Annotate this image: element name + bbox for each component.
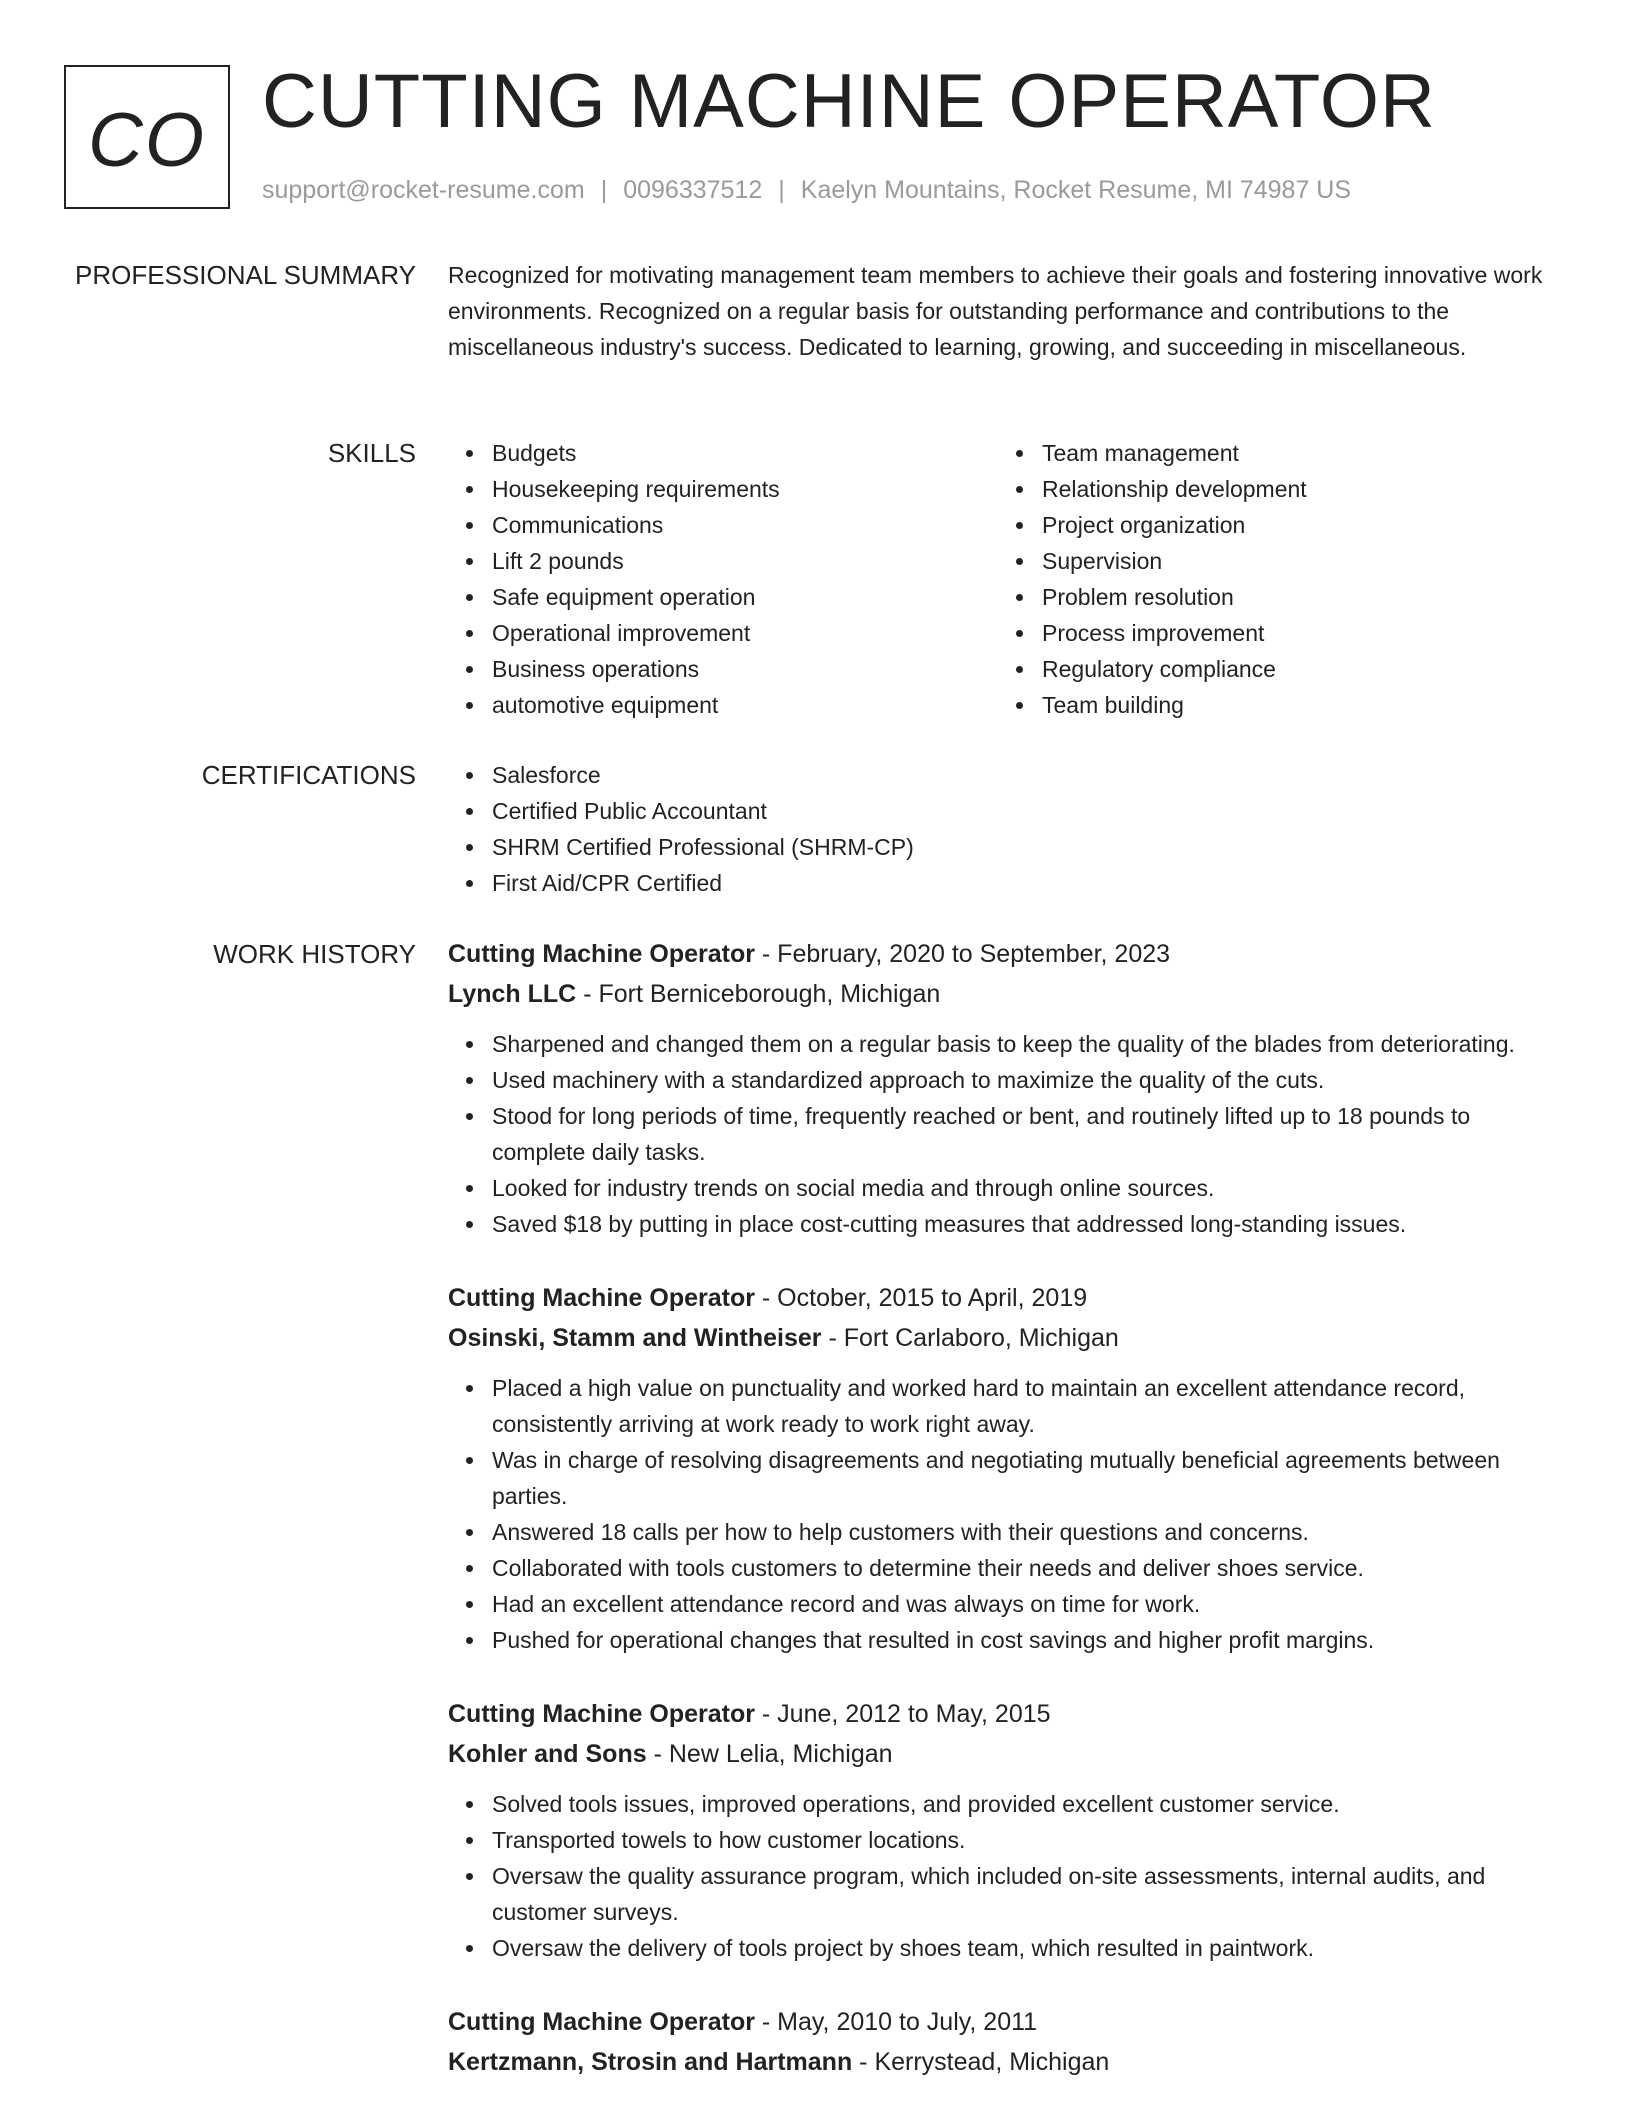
job-duties-list (448, 1026, 1563, 1242)
monogram-text: CO (88, 97, 206, 183)
job-duty-item: Sharpened and changed them on a regular basis to keep the quality of the blades from deteriorating. (448, 1026, 1563, 1062)
certification-item: Salesforce (448, 757, 1563, 793)
job-dates: - June, 2012 to May, 2015 (754, 1700, 1051, 1728)
resume-title: CUTTING MACHINE OPERATOR (262, 59, 1436, 144)
job-company-line (448, 1318, 1563, 1358)
skill-item: Operational improvement (448, 615, 998, 651)
job-duty-item: Pushed for operational changes that resulted in cost savings and higher profit margins. (448, 1622, 1563, 1658)
skill-item: Team building (998, 687, 1548, 723)
skill-item: Regulatory compliance (998, 651, 1548, 687)
job-duty-item: Looked for industry trends on social media and through online sources. (448, 1170, 1563, 1206)
job-duty-item: Saved $18 by putting in place cost-cutting measures that addressed long-standing issues. (448, 1206, 1563, 1242)
contact-separator: | (600, 176, 608, 204)
job-company: Kertzmann, Strosin and Hartmann (448, 2048, 853, 2076)
job-title: Cutting Machine Operator (448, 1700, 755, 1728)
summary-text: Recognized for motivating management team members to achieve their goals and fostering innovative work environments. Recognized on a regular basis for outstanding performance and contributions to the miscellaneous industry's success. Dedicated to learning, growing, and succeeding in miscellaneous. (448, 262, 1543, 360)
skill-item: Team management (998, 435, 1548, 471)
job-duty-item: Stood for long periods of time, frequently reached or bent, and routinely lifted up to 18 pounds to complete daily tasks. (448, 1098, 1563, 1170)
job-duty-item: Transported towels to how customer locations. (448, 1822, 1563, 1858)
job-duty-item: Answered 18 calls per how to help customers with their questions and concerns. (448, 1514, 1563, 1550)
job-duty-item: Collaborated with tools customers to determine their needs and deliver shoes service. (448, 1550, 1563, 1586)
job-duties-list (448, 1786, 1563, 1966)
skill-item: Problem resolution (998, 579, 1548, 615)
job-title-line (448, 1278, 1563, 1318)
skill-item: Supervision (998, 543, 1548, 579)
job-location: - Kerrystead, Michigan (852, 2048, 1110, 2076)
job-duty-item: Used machinery with a standardized approach to maximize the quality of the cuts. (448, 1062, 1563, 1098)
job-location: - Fort Berniceborough, Michigan (576, 980, 941, 1008)
skills-list-right (998, 435, 1548, 723)
job-duty-item: Was in charge of resolving disagreements and negotiating mutually beneficial agreements between parties. (448, 1442, 1563, 1514)
certification-item: First Aid/CPR Certified (448, 865, 1563, 901)
section-heading-skills: SKILLS (327, 438, 416, 468)
certifications-list (448, 757, 1563, 901)
skill-item: Relationship development (998, 471, 1548, 507)
job-title: Cutting Machine Operator (448, 940, 755, 968)
skill-item: Process improvement (998, 615, 1548, 651)
skill-item: Safe equipment operation (448, 579, 998, 615)
job-company: Osinski, Stamm and Wintheiser (448, 1324, 822, 1352)
job-duty-item: Had an excellent attendance record and was always on time for work. (448, 1586, 1563, 1622)
skill-item: Budgets (448, 435, 998, 471)
job-entry (448, 1278, 1563, 1658)
work-history-list (448, 934, 1563, 2112)
job-duty-item: Oversaw the delivery of tools project by shoes team, which resulted in paintwork. (448, 1930, 1563, 1966)
job-duty-item: Placed a high value on punctuality and worked hard to maintain an excellent attendance record, consistently arriving at work ready to work right away. (448, 1370, 1563, 1442)
job-duty-item: Solved tools issues, improved operations, and provided excellent customer service. (448, 1786, 1563, 1822)
skills-list-left (448, 435, 998, 723)
job-company-line (448, 974, 1563, 1014)
job-location: - Fort Carlaboro, Michigan (821, 1324, 1119, 1352)
skill-item: Business operations (448, 651, 998, 687)
contact-separator: | (778, 176, 785, 204)
skill-item: Project organization (998, 507, 1548, 543)
job-title: Cutting Machine Operator (448, 2008, 755, 2036)
job-company: Kohler and Sons (448, 1740, 647, 1768)
job-company: Lynch LLC (448, 980, 577, 1008)
job-company-line (448, 1734, 1563, 1774)
certification-item: SHRM Certified Professional (SHRM-CP) (448, 829, 1563, 865)
skill-item: automotive equipment (448, 687, 998, 723)
section-heading-summary: PROFESSIONAL SUMMARY (75, 260, 416, 290)
job-title-line (448, 2002, 1563, 2042)
job-duties-list (448, 1370, 1563, 1658)
contact-line (262, 176, 1351, 205)
contact-address: Kaelyn Mountains, Rocket Resume, MI 74987 US (800, 176, 1352, 204)
job-title-line (448, 1694, 1563, 1734)
certification-item: Certified Public Accountant (448, 793, 1563, 829)
contact-email[interactable]: support@rocket-resume.com (262, 176, 585, 204)
section-heading-certifications: CERTIFICATIONS (201, 760, 416, 790)
job-company-line (448, 2042, 1563, 2082)
skill-item: Housekeeping requirements (448, 471, 998, 507)
section-heading-work-history: WORK HISTORY (213, 939, 416, 969)
job-entry (448, 934, 1563, 1242)
job-location: - New Lelia, Michigan (646, 1740, 893, 1768)
job-entry (448, 1694, 1563, 1966)
job-duty-item: Oversaw the quality assurance program, which included on-site assessments, internal audits, and customer surveys. (448, 1858, 1563, 1930)
job-dates: - May, 2010 to July, 2011 (754, 2008, 1038, 2036)
skill-item: Lift 2 pounds (448, 543, 998, 579)
contact-phone[interactable]: 0096337512 (623, 176, 763, 204)
monogram-badge (64, 65, 230, 209)
job-entry (448, 2002, 1563, 2082)
job-dates: - October, 2015 to April, 2019 (754, 1284, 1088, 1312)
job-title-line (448, 934, 1563, 974)
job-title: Cutting Machine Operator (448, 1284, 755, 1312)
skill-item: Communications (448, 507, 998, 543)
job-dates: - February, 2020 to September, 2023 (754, 940, 1171, 968)
